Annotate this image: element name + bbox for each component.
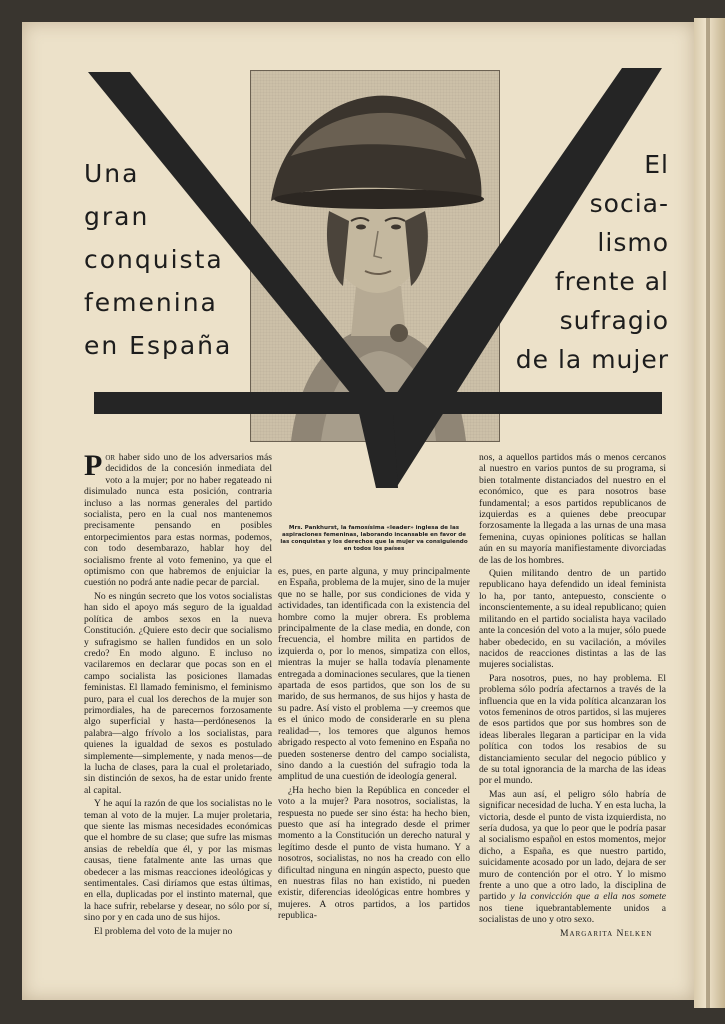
opening-smallcaps: or [105,452,116,463]
title-left-line: conquista [84,245,224,274]
paragraph-text: haber sido uno de los adversarios más decididos de la concesión inmediata del voto a la mujer; por no haber regateado ni disimulado nunca esta posición, contraria incluso a las normas generales del partido socialista, pero en la cual nos mantenemos precisamente pensando en posibles entorpecimientos para estas normas, podemos, con todo desembarazo, hablar hoy del socialismo frente al voto femenino, ya que el optimismo con que habremos de enjuiciar la cuestión no podrá ante nadie pecar de parcial. [84,452,272,589]
title-right [516,145,669,379]
article-paragraph: Y he aquí la razón de que los socialistas no le teman al voto de la mujer. La mujer proletaria, que siente las mismas necesidades económicas que el hombre de su clase; que sufre las mismas ansias de rebeldía que él, y por las mismas causas, tiene fatalmente ante las urnas que obedecer a las mismas reacciones ideológicas y sentimentales. Casi diríamos que estas últimas, en ella, duplicadas por el instinto maternal, que la hace sufrir, rebelarse y desear, no sólo por sí, sino por y en cada uno de sus hijos. [84,798,272,924]
title-left-line: en España [84,331,233,360]
article-paragraph: No es ningún secreto que los votos socialistas han sido el apoyo más seguro de la igualdad política de ambos sexos en la nueva Constitución. ¿Quiere esto decir que socialismo y sufragismo se hallen fundidos en un solo credo? En modo alguno. E incluso no vacilaremos en declarar que pocas son en el campo socialista las posiciones llamadas feministas. El llamado feminismo, el feminismo puro, para el cual los derechos de la mujer son primordiales, ha de parecernos forzosamente algo superficial y hasta—perdónesenos la palabra—algo frívolo a los socialistas, para quienes la igualdad de sexos es postulado simplemente—simplemente, y nada menos—de la lucha de clases, para la cual el proletariado, sin distinción de sexos, ha de estar unido frente al capital. [84,590,272,796]
title-right-line: socia- [589,189,669,218]
title-right-line: lismo [597,228,669,257]
article-column-2 [278,566,470,924]
article-paragraph: es, pues, en parte alguna, y muy principalmente en España, problema de la mujer, sino de la mujer que no se halle, por sus condiciones de vida y actividades, tan identificada con la existencia del hombre como la mujer obrera. Es problema principalmente de la clase media, en donde, con frecuencia, el hombre milita en partidos de izquierda o, por lo menos, simpatiza con ellos, mientras la mujer se halla todavía plenamente entregada a dominaciones seculares, que la tienen apartada de esos partidos, que son los de su marido, de sus hermanos, de sus hijos y hasta de su padre. Así visto el problema —y creemos que es el único modo de considerarle en su plena realidad—, los temores que algunos hemos abrigado respecto al voto femenino en España no pueden sostenerse dentro del campo socialista, sino dando a la cuestión del sufragio toda la amplitud de una cuestión de ideología general. [278,566,470,783]
title-right-line: sufragio [559,306,669,335]
photo-caption: Mrs. Pankhurst, la famosísima «leader» inglesa de las aspiraciones femeninas, laborando incansable en favor de las conquistas y los derechos que la mujer va consiguiendo en todos los países [280,525,468,552]
article-paragraph: Para nosotros, pues, no hay problema. El problema sólo podría afectarnos a través de la influencia que en la vida política alcanzaran los votos femeninos de otros partidos, si las mujeres de esos partidos que por sus hombres son de ideas liberales llegaran a participar en la vida política con todos los resabios de su distanciamiento secular del negocio público y de su total ignorancia de la marcha de las ideas por el mundo. [479,672,666,787]
title-left-line: femenina [84,288,218,317]
drop-cap: P [84,449,103,482]
title-left-line: gran [84,202,150,231]
article-column-3 [479,452,666,928]
article-paragraph: nos, a aquellos partidos más o menos cercanos al nuestro en varios puntos de su programa, si bien totalmente distanciados del nuestro en el económico, que es para nosotros base fundamental; a esos partidos republicanos de izquierdas es a quienes debe preocupar forzosamente la llegada a las urnas de una masa femenina, cuyas opiniones políticas se hallan aún en su mayoría manifiestamente divorciadas de las de los hombres. [479,452,666,566]
title-right-line: El [644,150,669,179]
paragraph-text: nos tiene iquebrantablemente unidos a socialistas de uno y otro sexo. [479,902,666,926]
title-right-line: de la mujer [515,345,669,374]
article-paragraph: ¿Ha hecho bien la República en conceder el voto a la mujer? Para nosotros, socialistas, la respuesta no puede ser sino ésta: ha hecho bien, puesto que así ha integrado desde el primer momento a la Constitución un derecho natural y legítimo desde el punto de vista humano. Y a nosotros, socialistas, no nos ha creado con ello dificultad ninguna en ningún aspecto, puesto que en nuestras filas no han existido, ni pueden existir, diferencias ideológicas entre hombres y mujeres. A otros partidos, a los partidos republica- [278,784,470,922]
article-paragraph: Quien militando dentro de un partido republicano haya defendido un ideal feminista lo ha, por tanto, antepuesto, consciente o inconscientemente, a su ideal republicano; quien militando en el partido socialista haya vacilado ante la concesión del voto a la mujer, sólo puede haber obedecido, en su vacilación, a móviles nacidos de reacciones distintas a las de las mujeres socialistas. [479,568,666,671]
article-column-1 [84,449,272,939]
title-left-line: Una [84,159,140,188]
title-right-line: frente al [554,267,669,296]
article-paragraph [479,789,666,926]
author-signature: Margarita Nelken [560,928,653,939]
italic-phrase: y la convicción que a ella nos somete [510,891,666,903]
article-paragraph [84,449,272,589]
article-paragraph: El problema del voto de la mujer no [94,925,233,937]
title-left [84,152,232,367]
paragraph-text: Mas aun así, el peligro sólo habría de significar necesidad de lucha. Y en esta lucha, la victoria, desde el punto de vista izquierdista, no sería dudosa, ya que lo peor que le podría pasar al socialismo español en estos momentos, mejor dicho, a España, es que nuestro partido, suicidamente acosado por un lado, dejara de ser muro de contención por el otro. Y lo mismo frente a uno que a otro lado, la disciplina de partido [479,788,666,903]
